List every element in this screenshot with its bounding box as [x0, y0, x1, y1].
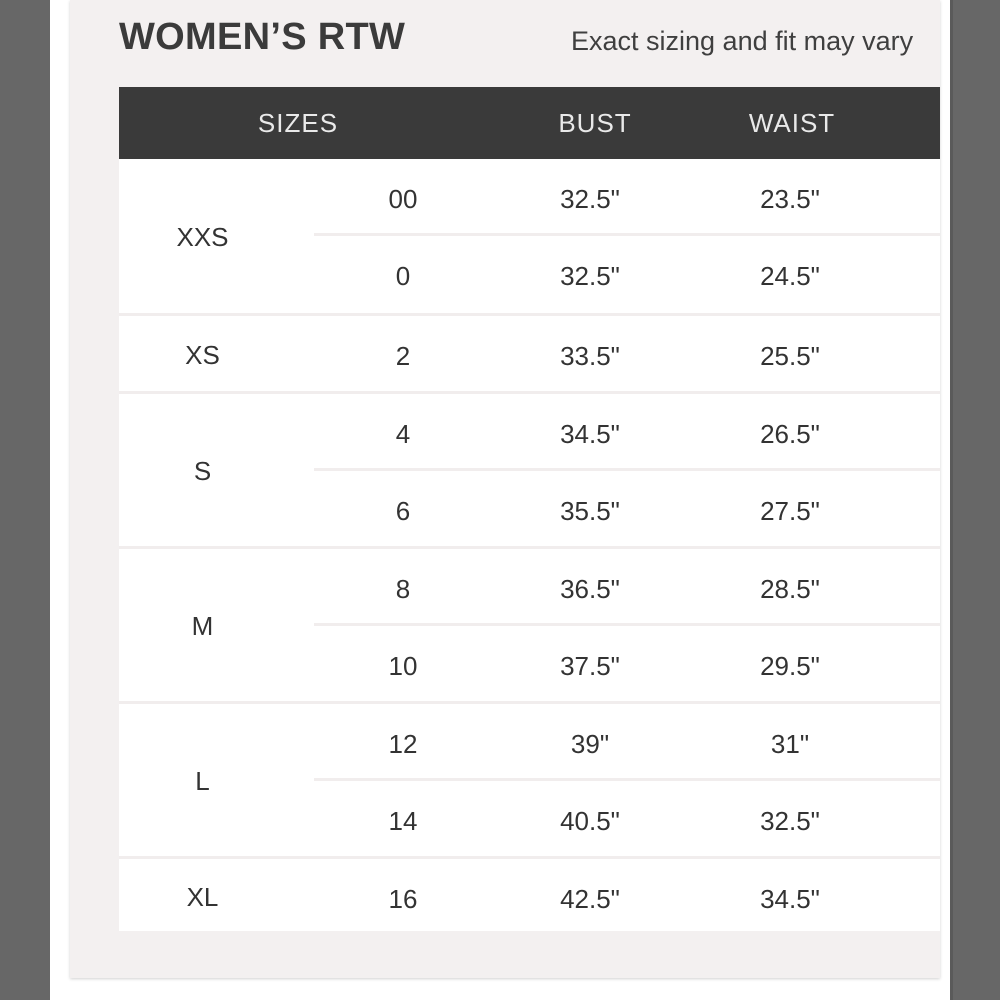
header-waist: WAIST: [748, 108, 836, 138]
bust-value: 36.5": [560, 574, 620, 604]
bust-value: 34.5": [560, 419, 620, 449]
numeric-size: 6: [395, 496, 411, 526]
size-label: XXS: [176, 222, 229, 252]
bust-value: 39": [570, 729, 610, 759]
bust-value: 32.5": [560, 261, 620, 291]
bust-value: 32.5": [560, 184, 620, 214]
waist-value: 32.5": [760, 806, 820, 836]
size-label: XL: [186, 882, 219, 912]
left-frame: [0, 0, 50, 1000]
waist-value: 34.5": [760, 884, 820, 914]
size-chart-card: [70, 0, 940, 978]
size-group-s: [119, 394, 940, 549]
size-group-xl: [119, 859, 940, 931]
numeric-size: 8: [395, 574, 411, 604]
table-row: [119, 316, 940, 393]
header-sizes: SIZES: [257, 108, 339, 138]
chart-title: WOMEN’S RTW: [119, 16, 406, 58]
size-group-xs: [119, 316, 940, 394]
numeric-size: 14: [388, 806, 418, 836]
table-row: [119, 159, 940, 236]
waist-value: 25.5": [760, 341, 820, 371]
waist-value: 29.5": [760, 651, 820, 681]
table-row: [119, 626, 940, 703]
table-row: [119, 236, 940, 313]
numeric-size: 2: [395, 341, 411, 371]
waist-value: 26.5": [760, 419, 820, 449]
size-label: S: [193, 456, 212, 486]
fit-note: Exact sizing and fit may vary: [571, 26, 914, 56]
numeric-size: 0: [395, 261, 411, 291]
table-row: [119, 394, 940, 471]
waist-value: 27.5": [760, 496, 820, 526]
table-row: [119, 471, 940, 548]
bust-value: 42.5": [560, 884, 620, 914]
size-table: [119, 87, 940, 931]
table-row: [119, 781, 940, 858]
bust-value: 33.5": [560, 341, 620, 371]
header-bust: BUST: [558, 108, 632, 138]
numeric-size: 4: [395, 419, 411, 449]
numeric-size: 00: [388, 184, 418, 214]
numeric-size: 16: [388, 884, 418, 914]
waist-value: 24.5": [760, 261, 820, 291]
table-row: [119, 549, 940, 626]
size-label: XS: [185, 339, 220, 370]
size-group-l: [119, 704, 940, 859]
bust-value: 37.5": [560, 651, 620, 681]
size-label: M: [191, 611, 214, 641]
size-group-xxs: [119, 159, 940, 316]
table-row: [119, 859, 940, 931]
bust-value: 40.5": [560, 806, 620, 836]
waist-value: 31": [770, 729, 810, 759]
bust-value: 35.5": [560, 496, 620, 526]
numeric-size: 10: [388, 651, 418, 681]
size-group-m: [119, 549, 940, 704]
waist-value: 28.5": [760, 574, 820, 604]
table-header: [119, 87, 940, 159]
numeric-size: 12: [388, 729, 418, 759]
size-label: L: [195, 766, 210, 796]
table-row: [119, 704, 940, 781]
waist-value: 23.5": [760, 184, 820, 214]
right-frame: [950, 0, 1000, 1000]
